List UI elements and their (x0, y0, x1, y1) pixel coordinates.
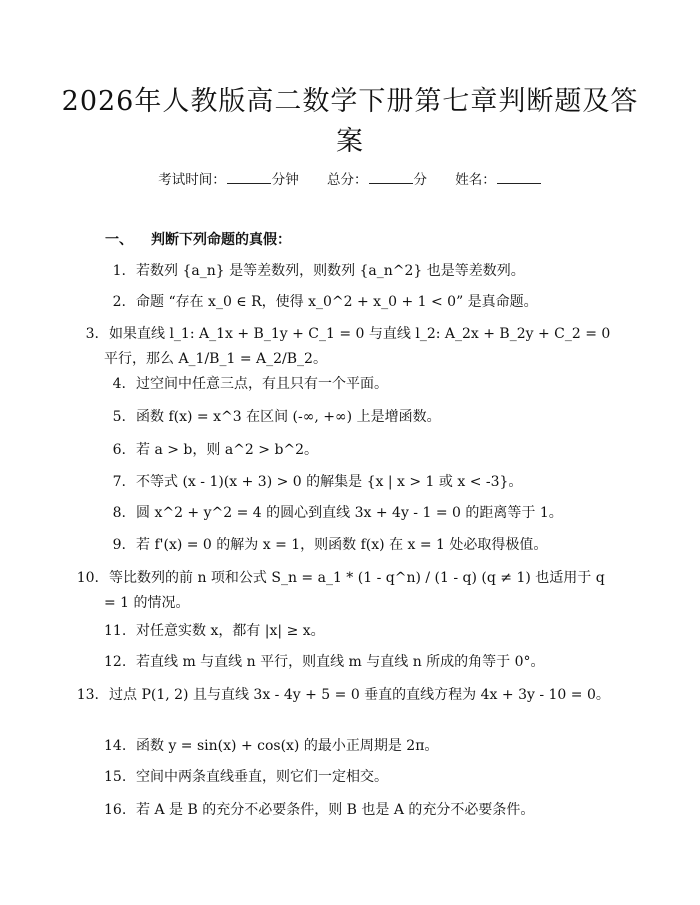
question-item (104, 650, 592, 675)
question-item (104, 259, 592, 284)
question-item (104, 619, 592, 644)
name-label: 姓名： (455, 172, 496, 188)
total-score-unit: 分 (413, 172, 427, 188)
question-number: 7. (112, 474, 126, 490)
question-item (104, 734, 592, 759)
question-item (77, 566, 619, 616)
total-score-blank[interactable] (369, 171, 413, 184)
total-score-label: 总分： (327, 172, 368, 188)
exam-time-label: 考试时间： (158, 172, 226, 188)
name-blank[interactable] (497, 171, 541, 184)
question-number: 10. (76, 570, 99, 586)
name-field (455, 172, 542, 188)
question-number: 2. (112, 294, 126, 310)
question-number: 13. (76, 687, 99, 703)
question-number: 3. (85, 326, 99, 342)
exam-time-blank[interactable] (227, 171, 271, 184)
question-text: 命题 “存在 x_0 ∈ R，使得 x_0^2 + x_0 + 1 < 0” 是真命题。 (136, 294, 538, 310)
question-item (77, 683, 619, 708)
question-text: 对任意实数 x，都有 |x| ≥ x。 (136, 623, 325, 639)
question-number: 16. (104, 802, 127, 818)
question-text: 不等式 (x - 1)(x + 3) > 0 的解集是 {x | x > 1 或 x < -3}。 (136, 474, 523, 490)
question-item (104, 405, 592, 430)
question-text: 过点 P(1, 2) 且与直线 3x - 4y + 5 = 0 垂直的直线方程为 4x + 3y - 10 = 0。 (109, 687, 610, 703)
exam-time-field (158, 172, 299, 188)
question-number: 14. (104, 738, 127, 754)
exam-time-unit: 分钟 (271, 172, 299, 188)
section-number: 一、 (105, 232, 133, 248)
question-text: 空间中两条直线垂直，则它们一定相交。 (136, 769, 388, 785)
question-number: 9. (112, 537, 126, 553)
question-number: 5. (112, 409, 126, 425)
question-text: 如果直线 l_1: A_1x + B_1y + C_1 = 0 与直线 l_2: A_2x + B_2y + C_2 = 0 平行，那么 A_1/B_1 = A_2/B_2。 (104, 326, 611, 367)
exam-info-line (0, 168, 700, 188)
question-text: 若 A 是 B 的充分不必要条件，则 B 也是 A 的充分不必要条件。 (136, 802, 535, 818)
question-text: 函数 f(x) = x^3 在区间 (-∞, +∞) 上是增函数。 (136, 409, 441, 425)
question-item (104, 372, 592, 397)
document-title: 2026年人教版高二数学下册第七章判断题及答案 (61, 86, 639, 157)
question-number: 6. (112, 442, 126, 458)
question-item (104, 438, 592, 463)
question-number: 15. (104, 769, 127, 785)
section-title: 判断下列命题的真假： (151, 232, 291, 248)
question-number: 4. (112, 376, 126, 392)
question-item (104, 470, 592, 495)
question-number: 12. (104, 654, 127, 670)
total-score-field (327, 172, 427, 188)
question-item (104, 798, 592, 823)
question-number: 8. (112, 505, 126, 521)
question-item (104, 533, 592, 558)
question-number: 1. (112, 263, 126, 279)
section-heading (105, 229, 291, 249)
question-text: 圆 x^2 + y^2 = 4 的圆心到直线 3x + 4y - 1 = 0 的距离等于 1。 (136, 505, 563, 521)
question-text: 若直线 m 与直线 n 平行，则直线 m 与直线 n 所成的角等于 0°。 (136, 654, 545, 670)
question-text: 若 a > b，则 a^2 > b^2。 (136, 442, 319, 458)
question-text: 等比数列的前 n 项和公式 S_n = a_1 * (1 - q^n) / (1 - q) (q ≠ 1) 也适用于 q = 1 的情况。 (104, 570, 605, 611)
question-text: 若 f'(x) = 0 的解为 x = 1，则函数 f(x) 在 x = 1 处必取得极值。 (136, 537, 548, 553)
question-item (104, 290, 592, 315)
question-item (104, 501, 592, 526)
question-item (104, 765, 592, 790)
question-number: 11. (104, 623, 127, 639)
question-text: 若数列 {a_n} 是等差数列，则数列 {a_n^2} 也是等差数列。 (136, 263, 525, 279)
question-item (77, 322, 619, 372)
question-text: 函数 y = sin(x) + cos(x) 的最小正周期是 2π。 (136, 738, 439, 754)
question-text: 过空间中任意三点，有且只有一个平面。 (136, 376, 388, 392)
